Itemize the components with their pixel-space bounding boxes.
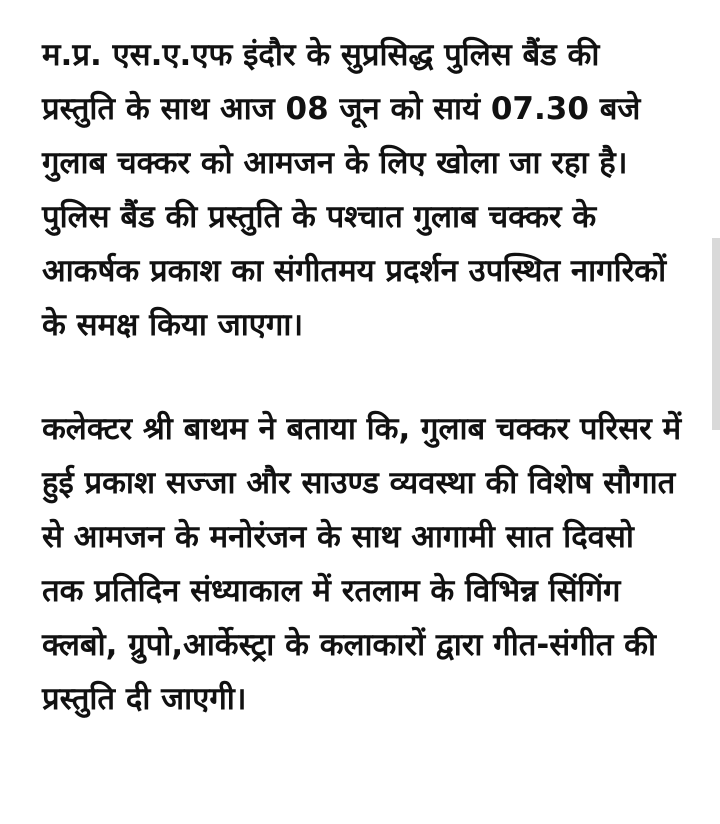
article-paragraph-1: म.प्र. एस.ए.एफ इंदौर के सुप्रसिद्ध पुलिस बैंड की प्रस्तुति के साथ आज 08 जून को सायं 07.30 बजे गुलाब चक्कर को आमजन के लिए खोला जा रहा है। पुलिस बैंड की प्रस्तुति के पश्चात गुलाब चक्कर के आकर्षक प्रकाश का संगीतमय प्रदर्शन उपस्थित नागरिकों के समक्ष किया जाएगा। bbox=[42, 37, 667, 343]
article-paragraph-2: कलेक्टर श्री बाथम ने बताया कि, गुलाब चक्कर परिसर में हुई प्रकाश सज्जा और साउण्ड व्यवस्था की विशेष सौगात से आमजन के मनोरंजन के साथ आगामी सात दिवसो तक प्रतिदिन संध्याकाल में रतलाम के विभिन्न सिंगिंग क्लबो, ग्रुपो,आर्केस्ट्रा के कलाकारों द्वारा गीत-संगीत की प्रस्तुति दी जाएगी। bbox=[42, 411, 682, 717]
paragraph-spacer bbox=[42, 352, 682, 402]
article-body bbox=[42, 28, 682, 726]
vertical-scrollbar[interactable] bbox=[712, 238, 720, 430]
